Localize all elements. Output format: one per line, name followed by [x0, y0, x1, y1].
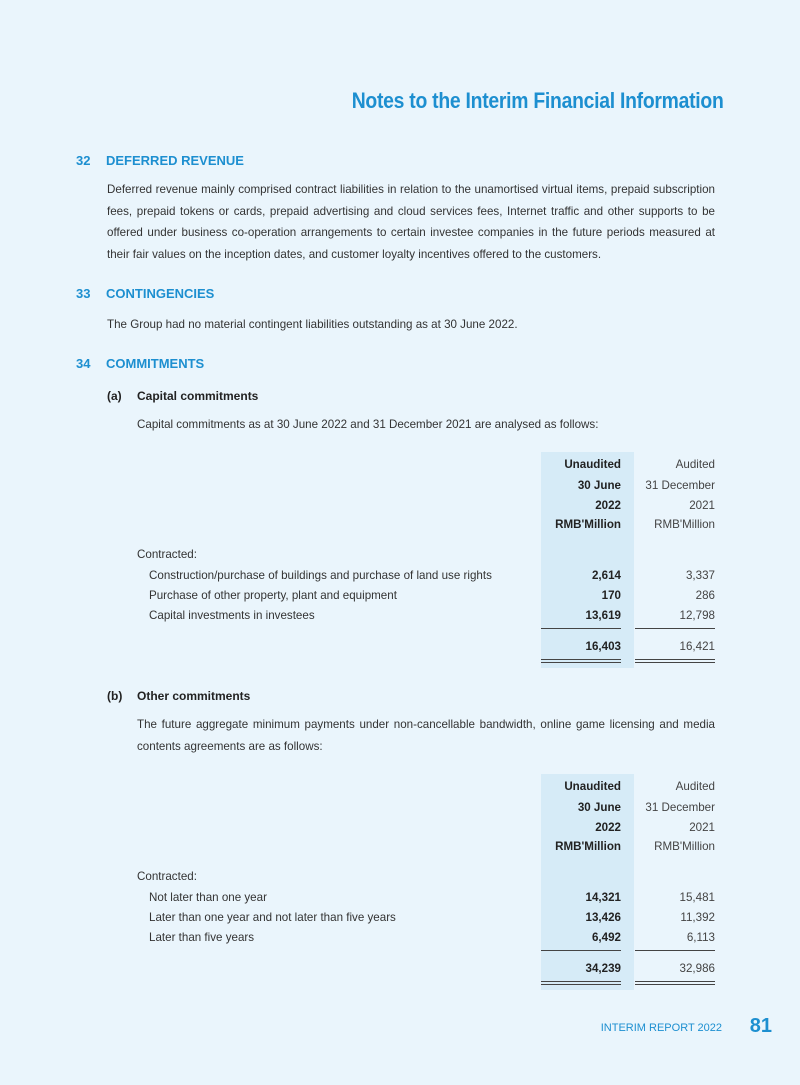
section-number: 34 [76, 356, 91, 371]
subtotal-rule [541, 628, 621, 629]
header-cell: Unaudited [564, 780, 621, 793]
total-double-rule [541, 984, 621, 985]
table-header-row [137, 455, 715, 475]
row-value-2021: 12,798 [679, 609, 715, 622]
table-header-row [137, 515, 715, 535]
header-cell: RMB'Million [654, 518, 715, 531]
header-cell: RMB'Million [654, 840, 715, 853]
section-title: DEFERRED REVENUE [106, 153, 244, 168]
row-value-2021: 6,113 [686, 931, 715, 944]
total-value-2022: 16,403 [585, 640, 621, 653]
row-label: Capital investments in investees [149, 609, 315, 622]
header-cell: Audited [675, 458, 715, 471]
section-title: COMMITMENTS [106, 356, 205, 371]
row-label: Construction/purchase of buildings and purchase of land use rights [149, 569, 492, 582]
other-commitments-table [137, 774, 715, 990]
header-cell: 30 June [577, 479, 621, 492]
header-cell: 31 December [645, 479, 715, 492]
subsection-letter: (a) [107, 389, 122, 403]
header-cell: 2022 [595, 499, 621, 512]
row-label: Later than five years [149, 931, 255, 944]
table-header-row [137, 496, 715, 516]
footer-report-title: INTERIM REPORT 2022 [600, 1022, 722, 1034]
section-number: 32 [76, 153, 91, 168]
row-value-2022: 13,619 [585, 609, 621, 622]
header-cell: RMB'Million [555, 518, 621, 531]
section-number: 33 [76, 286, 91, 301]
section-body-deferred-revenue: Deferred revenue mainly comprised contract liabilities in relation to the unamortised virtual items, prepaid subscription fees, prepaid tokens or cards, prepaid advertising and cloud services fees, Internet traffic and other supports to be offered under business co-operation arrangements to certain investee companies in the future periods measured at their fair values on the inception dates, and customer loyalty incentives offered to the customers. [107, 183, 715, 262]
table-row [137, 606, 715, 626]
row-value-2021: 11,392 [680, 911, 715, 924]
total-double-rule [635, 662, 715, 663]
page-number: 81 [749, 1015, 772, 1037]
header-cell: 2021 [689, 821, 715, 834]
total-double-rule [635, 984, 715, 985]
row-value-2022: 14,321 [585, 891, 621, 904]
row-value-2021: 15,481 [679, 891, 715, 904]
section-title: CONTINGENCIES [106, 286, 215, 301]
subsection-heading-other-commitments [107, 689, 250, 703]
row-value-2021: 286 [695, 589, 715, 602]
header-cell: RMB'Million [555, 840, 621, 853]
section-body-contingencies: The Group had no material contingent liabilities outstanding as at 30 June 2022. [107, 318, 518, 331]
header-cell: Audited [675, 780, 715, 793]
table-header-row [137, 837, 715, 857]
subtotal-rule [541, 950, 621, 951]
table-total-row [137, 959, 715, 979]
subsection-body-capital-commitments: Capital commitments as at 30 June 2022 and 31 December 2021 are analysed as follows: [137, 418, 599, 431]
total-value-2021: 32,986 [679, 962, 715, 975]
table-header-row [137, 798, 715, 818]
section-heading-deferred-revenue [76, 153, 244, 168]
total-double-rule [635, 981, 715, 982]
subsection-letter: (b) [107, 689, 123, 703]
header-cell: 30 June [577, 801, 621, 814]
subsection-title: Capital commitments [137, 389, 259, 403]
subtotal-rule [635, 628, 715, 629]
section-heading-contingencies [76, 286, 214, 301]
table-row [137, 928, 715, 948]
subsection-body-other-commitments: The future aggregate minimum payments under non-cancellable bandwidth, online game licensing and media contents agreements are as follows: [137, 718, 715, 753]
table-header-row [137, 777, 715, 797]
row-value-2022: 6,492 [591, 931, 621, 944]
row-value-2022: 2,614 [591, 569, 621, 582]
table-row [137, 586, 715, 606]
group-label: Contracted: [137, 548, 197, 561]
subsection-title: Other commitments [137, 689, 251, 703]
capital-commitments-table [137, 452, 715, 668]
group-label: Contracted: [137, 870, 197, 883]
table-header-row [137, 476, 715, 496]
total-value-2021: 16,421 [679, 640, 715, 653]
subtotal-rule [635, 950, 715, 951]
table-row [137, 566, 715, 586]
header-cell: Unaudited [564, 458, 621, 471]
page-title: Notes to the Interim Financial Information [352, 88, 724, 113]
table-row [137, 888, 715, 908]
header-cell: 2021 [689, 499, 715, 512]
total-double-rule [541, 662, 621, 663]
table-group-label [137, 545, 715, 565]
row-label: Not later than one year [149, 891, 267, 904]
section-heading-commitments [76, 356, 204, 371]
row-label: Later than one year and not later than five years [149, 911, 396, 924]
table-group-label [137, 867, 715, 887]
table-total-row [137, 637, 715, 657]
header-cell: 2022 [595, 821, 621, 834]
row-value-2021: 3,337 [685, 569, 715, 582]
total-value-2022: 34,239 [585, 962, 621, 975]
table-row [137, 908, 715, 928]
table-header-row [137, 818, 715, 838]
total-double-rule [635, 659, 715, 660]
row-value-2022: 13,426 [585, 911, 621, 924]
row-value-2022: 170 [601, 589, 621, 602]
row-label: Purchase of other property, plant and equipment [149, 589, 397, 602]
header-cell: 31 December [645, 801, 715, 814]
subsection-heading-capital-commitments [107, 389, 258, 403]
total-double-rule [541, 659, 621, 660]
total-double-rule [541, 981, 621, 982]
